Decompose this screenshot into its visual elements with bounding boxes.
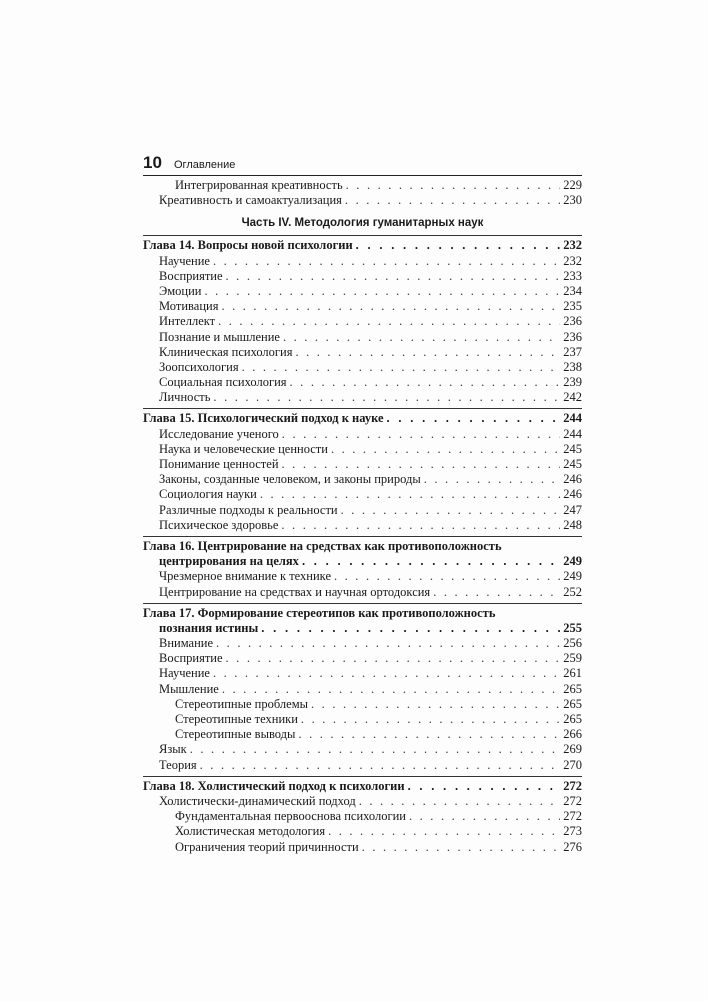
page-ref: 245 <box>563 441 582 456</box>
entry-label: Законы, созданные человеком, и законы природы <box>159 472 421 487</box>
dot-leader <box>433 585 560 600</box>
page-ref: 242 <box>563 390 582 405</box>
toc-entry[interactable] <box>143 651 582 666</box>
entry-label: Мотивация <box>159 299 219 314</box>
dot-leader <box>424 472 561 487</box>
entry-label: Фундаментальная первооснова психологии <box>175 809 406 824</box>
page-ref: 249 <box>563 554 582 569</box>
page-ref: 249 <box>563 569 582 584</box>
dot-leader <box>218 314 560 329</box>
toc-entry[interactable] <box>143 666 582 681</box>
dot-leader <box>213 390 560 405</box>
toc-entry[interactable] <box>143 442 582 457</box>
toc-entry[interactable] <box>143 472 582 487</box>
toc-entry[interactable] <box>143 345 582 360</box>
toc-entry[interactable] <box>143 697 582 712</box>
page-ref: 272 <box>563 809 582 824</box>
page-header <box>143 153 582 176</box>
entry-label: Психическое здоровье <box>159 517 279 532</box>
chapter-group <box>143 603 582 773</box>
dot-leader <box>301 712 560 727</box>
toc-entry[interactable] <box>143 840 582 855</box>
page-number: 10 <box>143 153 162 172</box>
dot-leader <box>222 682 560 697</box>
toc-entry[interactable] <box>143 375 582 390</box>
page-ref: 233 <box>563 268 582 283</box>
dot-leader <box>221 299 560 314</box>
page-ref: 248 <box>563 517 582 532</box>
toc-entry[interactable] <box>143 824 582 839</box>
chapter-heading[interactable] <box>143 779 582 794</box>
dot-leader <box>409 809 560 824</box>
entry-label: Ограничения теорий причинности <box>175 839 359 854</box>
chapter-group <box>143 235 582 405</box>
toc-entry[interactable] <box>143 758 582 773</box>
toc-entry[interactable] <box>143 727 582 742</box>
entry-label: Стереотипные выводы <box>175 727 296 742</box>
page-ref: 234 <box>563 283 582 298</box>
chapter-heading[interactable] <box>143 238 582 253</box>
toc-entry[interactable] <box>143 742 582 757</box>
entry-label: Стереотипные техники <box>175 712 298 726</box>
toc-entry[interactable] <box>143 794 582 809</box>
toc-entry[interactable] <box>143 712 582 727</box>
page-ref: 265 <box>563 696 582 711</box>
table-of-contents <box>143 178 582 855</box>
toc-entry[interactable] <box>143 503 582 518</box>
dot-leader <box>331 442 560 457</box>
entry-label: Исследование ученого <box>159 426 279 441</box>
page-ref: 229 <box>563 178 582 192</box>
entry-label: Эмоции <box>159 283 202 298</box>
page-ref: 270 <box>563 757 582 772</box>
dot-leader <box>387 411 561 426</box>
dot-leader <box>242 360 561 375</box>
chapter-title: Глава 18. Холистический подход к психологии <box>143 778 405 793</box>
entry-label: Интеллект <box>159 314 216 329</box>
page-ref: 238 <box>563 359 582 374</box>
chapter-group <box>143 776 582 855</box>
chapter-heading[interactable] <box>143 621 582 636</box>
toc-entry[interactable] <box>143 569 582 584</box>
page-ref: 230 <box>563 193 582 208</box>
toc-entry[interactable] <box>143 518 582 533</box>
dot-leader <box>281 518 560 533</box>
page-ref: 261 <box>563 666 582 681</box>
page-ref: 244 <box>563 411 582 426</box>
dot-leader <box>341 503 561 518</box>
dot-leader <box>311 697 560 712</box>
page-ref: 244 <box>563 426 582 441</box>
toc-entry[interactable] <box>143 487 582 502</box>
page-ref: 265 <box>563 681 582 696</box>
dot-leader <box>346 178 561 193</box>
chapter-title-line: Глава 16. Центрирование на средствах как противоположность <box>143 538 502 553</box>
dot-leader <box>362 840 561 855</box>
entry-label: Теория <box>159 757 197 772</box>
dot-leader <box>261 621 560 636</box>
chapter-group <box>143 536 582 600</box>
entry-label: Научение <box>159 666 210 681</box>
page-ref: 259 <box>563 651 582 666</box>
part-title: Часть IV. Методология гуманитарных наук <box>241 217 484 230</box>
dot-leader <box>345 193 560 208</box>
entry-label: Различные подходы к реальности <box>159 502 338 517</box>
page-ref: 266 <box>563 727 582 742</box>
entry-label: Язык <box>159 742 187 757</box>
toc-entry[interactable] <box>143 284 582 299</box>
entry-label: Стереотипные проблемы <box>175 696 309 711</box>
chapter-title: Глава 15. Психологический подход к науке <box>143 411 384 426</box>
entry-label: Интегрированная креативность <box>175 178 343 192</box>
chapter-title: познания истины <box>159 620 259 635</box>
toc-entry[interactable] <box>143 330 582 345</box>
entry-label: Внимание <box>159 636 214 651</box>
dot-leader <box>216 636 560 651</box>
entry-label: Зоопсихология <box>159 359 239 374</box>
toc-entry[interactable] <box>143 360 582 375</box>
page-ref: 256 <box>563 636 582 651</box>
dot-leader <box>226 269 561 284</box>
entry-label: Научение <box>159 253 210 268</box>
chapter-heading[interactable] <box>143 554 582 569</box>
page-ref: 255 <box>563 620 582 635</box>
chapter-group <box>143 408 582 533</box>
page-ref: 237 <box>563 344 582 359</box>
page-ref: 272 <box>563 778 582 793</box>
dot-leader <box>213 666 560 681</box>
toc-entry[interactable] <box>143 636 582 651</box>
entry-label: Социология науки <box>159 487 257 502</box>
page-ref: 252 <box>563 584 582 599</box>
entry-label: Клиническая психология <box>159 344 293 359</box>
entry-label: Холистически-динамический подход <box>159 793 356 808</box>
entry-label: Социальная психология <box>159 375 287 390</box>
entry-label: Восприятие <box>159 268 223 283</box>
dot-leader <box>260 487 560 502</box>
dot-leader <box>295 345 560 360</box>
dot-leader <box>283 330 560 345</box>
toc-entry[interactable] <box>143 299 582 314</box>
toc-entry[interactable] <box>143 254 582 269</box>
page-ref: 276 <box>563 839 582 854</box>
toc-entry[interactable] <box>143 457 582 472</box>
chapter-title: центрирования на целях <box>159 554 299 569</box>
chapter-title-line: Глава 17. Формирование стереотипов как противоположность <box>143 605 496 620</box>
entry-label: Холистическая методология <box>175 824 326 839</box>
page-ref: 246 <box>563 487 582 502</box>
entry-label: Креативность и самоактуализация <box>159 193 342 208</box>
entry-label: Понимание ценностей <box>159 457 279 471</box>
dot-leader <box>190 742 561 757</box>
page-ref: 239 <box>563 375 582 390</box>
page-ref: 247 <box>563 502 582 517</box>
dot-leader <box>204 284 560 299</box>
page-ref: 236 <box>563 314 582 329</box>
dot-leader <box>356 238 561 253</box>
dot-leader <box>200 758 561 773</box>
page-ref: 269 <box>563 742 582 757</box>
page-ref: 273 <box>563 824 582 839</box>
dot-leader <box>408 779 561 794</box>
page-ref: 235 <box>563 299 582 314</box>
dot-leader <box>328 824 560 839</box>
dot-leader <box>290 375 561 390</box>
dot-leader <box>282 457 561 472</box>
toc-entry[interactable] <box>143 390 582 405</box>
toc-entry[interactable] <box>143 427 582 442</box>
chapters <box>143 235 582 854</box>
toc-entry[interactable] <box>143 585 582 600</box>
dot-leader <box>298 727 560 742</box>
toc-entry[interactable] <box>143 809 582 824</box>
page-ref: 245 <box>563 457 582 471</box>
chapter-heading[interactable] <box>143 411 582 426</box>
page-ref: 246 <box>563 472 582 487</box>
page-ref: 232 <box>563 238 582 253</box>
page-ref: 232 <box>563 253 582 268</box>
entry-label: Чрезмерное внимание к технике <box>159 569 331 584</box>
page-ref: 272 <box>563 793 582 808</box>
entry-label: Центрирование на средствах и научная ортодоксия <box>159 584 431 599</box>
dot-leader <box>359 794 561 809</box>
entry-label: Мышление <box>159 681 219 696</box>
toc-entry[interactable] <box>143 178 582 193</box>
dot-leader <box>226 651 561 666</box>
page-ref: 236 <box>563 329 582 344</box>
dot-leader <box>334 569 560 584</box>
toc-entry[interactable] <box>143 193 582 208</box>
top-entries <box>143 178 582 208</box>
dot-leader <box>213 254 560 269</box>
chapter-title: Глава 14. Вопросы новой психологии <box>143 238 353 253</box>
dot-leader <box>302 554 560 569</box>
toc-entry[interactable] <box>143 314 582 329</box>
toc-entry[interactable] <box>143 682 582 697</box>
entry-label: Наука и человеческие ценности <box>159 441 328 456</box>
dot-leader <box>282 427 560 442</box>
entry-label: Восприятие <box>159 651 223 666</box>
toc-entry[interactable] <box>143 269 582 284</box>
page-ref: 265 <box>563 712 582 726</box>
entry-label: Познание и мышление <box>159 329 280 344</box>
entry-label: Личность <box>159 390 211 405</box>
running-title: Оглавление <box>174 159 236 171</box>
